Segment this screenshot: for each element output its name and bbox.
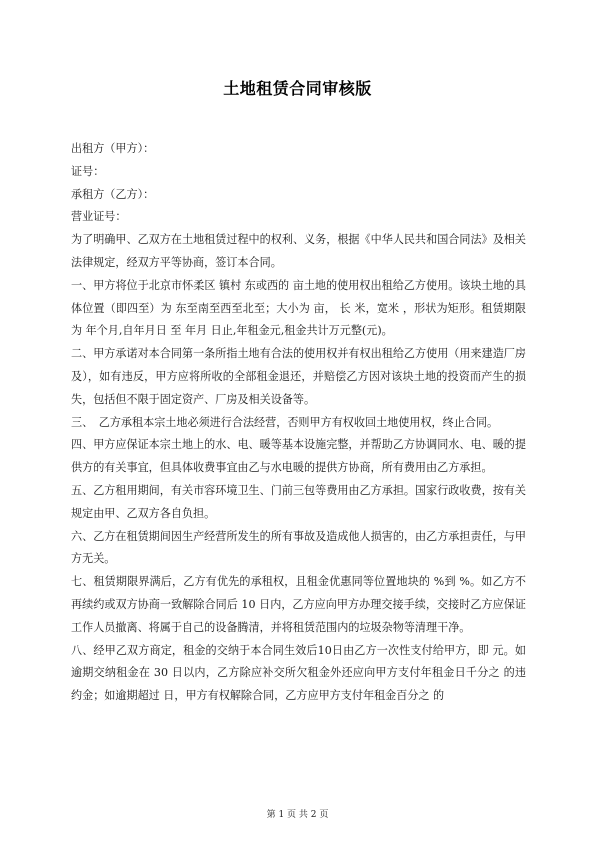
page-footer: 第 1 页 共 2 页 (266, 810, 329, 820)
preamble-paragraph: 为了明确甲、乙双方在土地租赁过程中的权利、义务，根据《中华人民共和国合同法》及相关法律规定，经双方平等协商，签订本合同。 (71, 233, 526, 269)
business-license-line: 营业证号： (71, 210, 127, 224)
lessee-line: 承租方（乙方）： (71, 187, 155, 201)
clause-5: 五、乙方租用期间，有关市容环境卫生、门前三包等费用由乙方承担。国家行政收费，按有关规定由甲、乙双方各自负担。 (71, 483, 526, 520)
document-body (71, 138, 526, 708)
clause-7: 七、租赁期限界满后，乙方有优先的承租权，且租金优惠同等位置地块的 %到 %。如乙方不再续约或双方协商一致解除合同后 10 日内，乙方应向甲方办理交接手续，交接时乙方应保证工作人员撤离、将属于自己的设备腾清，并将租赁范围内的垃圾杂物等清理干净。 (71, 575, 526, 634)
clause-8: 八、经甲乙双方商定，租金的交纳于本合同生效后10日由乙方一次性支付给甲方，即 元。如逾期交纳租金在 30 日以内，乙方除应补交所欠租金外还应向甲方支付年租金日千分之 的违约金；如逾期超过 日，甲方有权解除合同，乙方应甲方支付年租金百分之 的 (71, 643, 526, 703)
document-title: 土地租赁合同审核版 (223, 79, 372, 98)
clause-2: 二、甲方承诺对本合同第一条所指土地有合法的使用权并有权出租给乙方使用（用来建造厂房及），如有违反，甲方应将所收的全部租金退还，并赔偿乙方因对该块土地的投资而产生的损失，包括但不限于固定资产、厂房及相关设备等。 (71, 347, 526, 406)
clause-6: 六、乙方在租赁期间因生产经营所发生的所有事故及造成他人损害的，由乙方承担责任，与甲方无关。 (71, 529, 526, 566)
clause-4: 四、甲方应保证本宗土地上的水、电、暖等基本设施完整，并帮助乙方协调同水、电、暖的提供方的有关事宜，但具体收费事宜由乙与水电暖的提供方协商，所有费用由乙方承担。 (71, 438, 526, 475)
clause-3: 三、 乙方承租本宗土地必须进行合法经营，否则甲方有权收回土地使用权，终止合同。 (71, 415, 499, 429)
lessor-line: 出租方（甲方）： (71, 142, 155, 155)
clause-1: 一、甲方将位于北京市怀柔区 镇村 东或西的 亩土地的使用权出租给乙方使用。该块土地的具体位置（即四至）为 东至南至西至北至；大小为 亩， 长 米，宽米 ，形状为矩形。租赁期限为 年个月,自年月日 至 年月 日止,年租金元,租金共计万元整(元)。 (71, 278, 526, 338)
lessor-id-line: 证号： (71, 164, 105, 178)
